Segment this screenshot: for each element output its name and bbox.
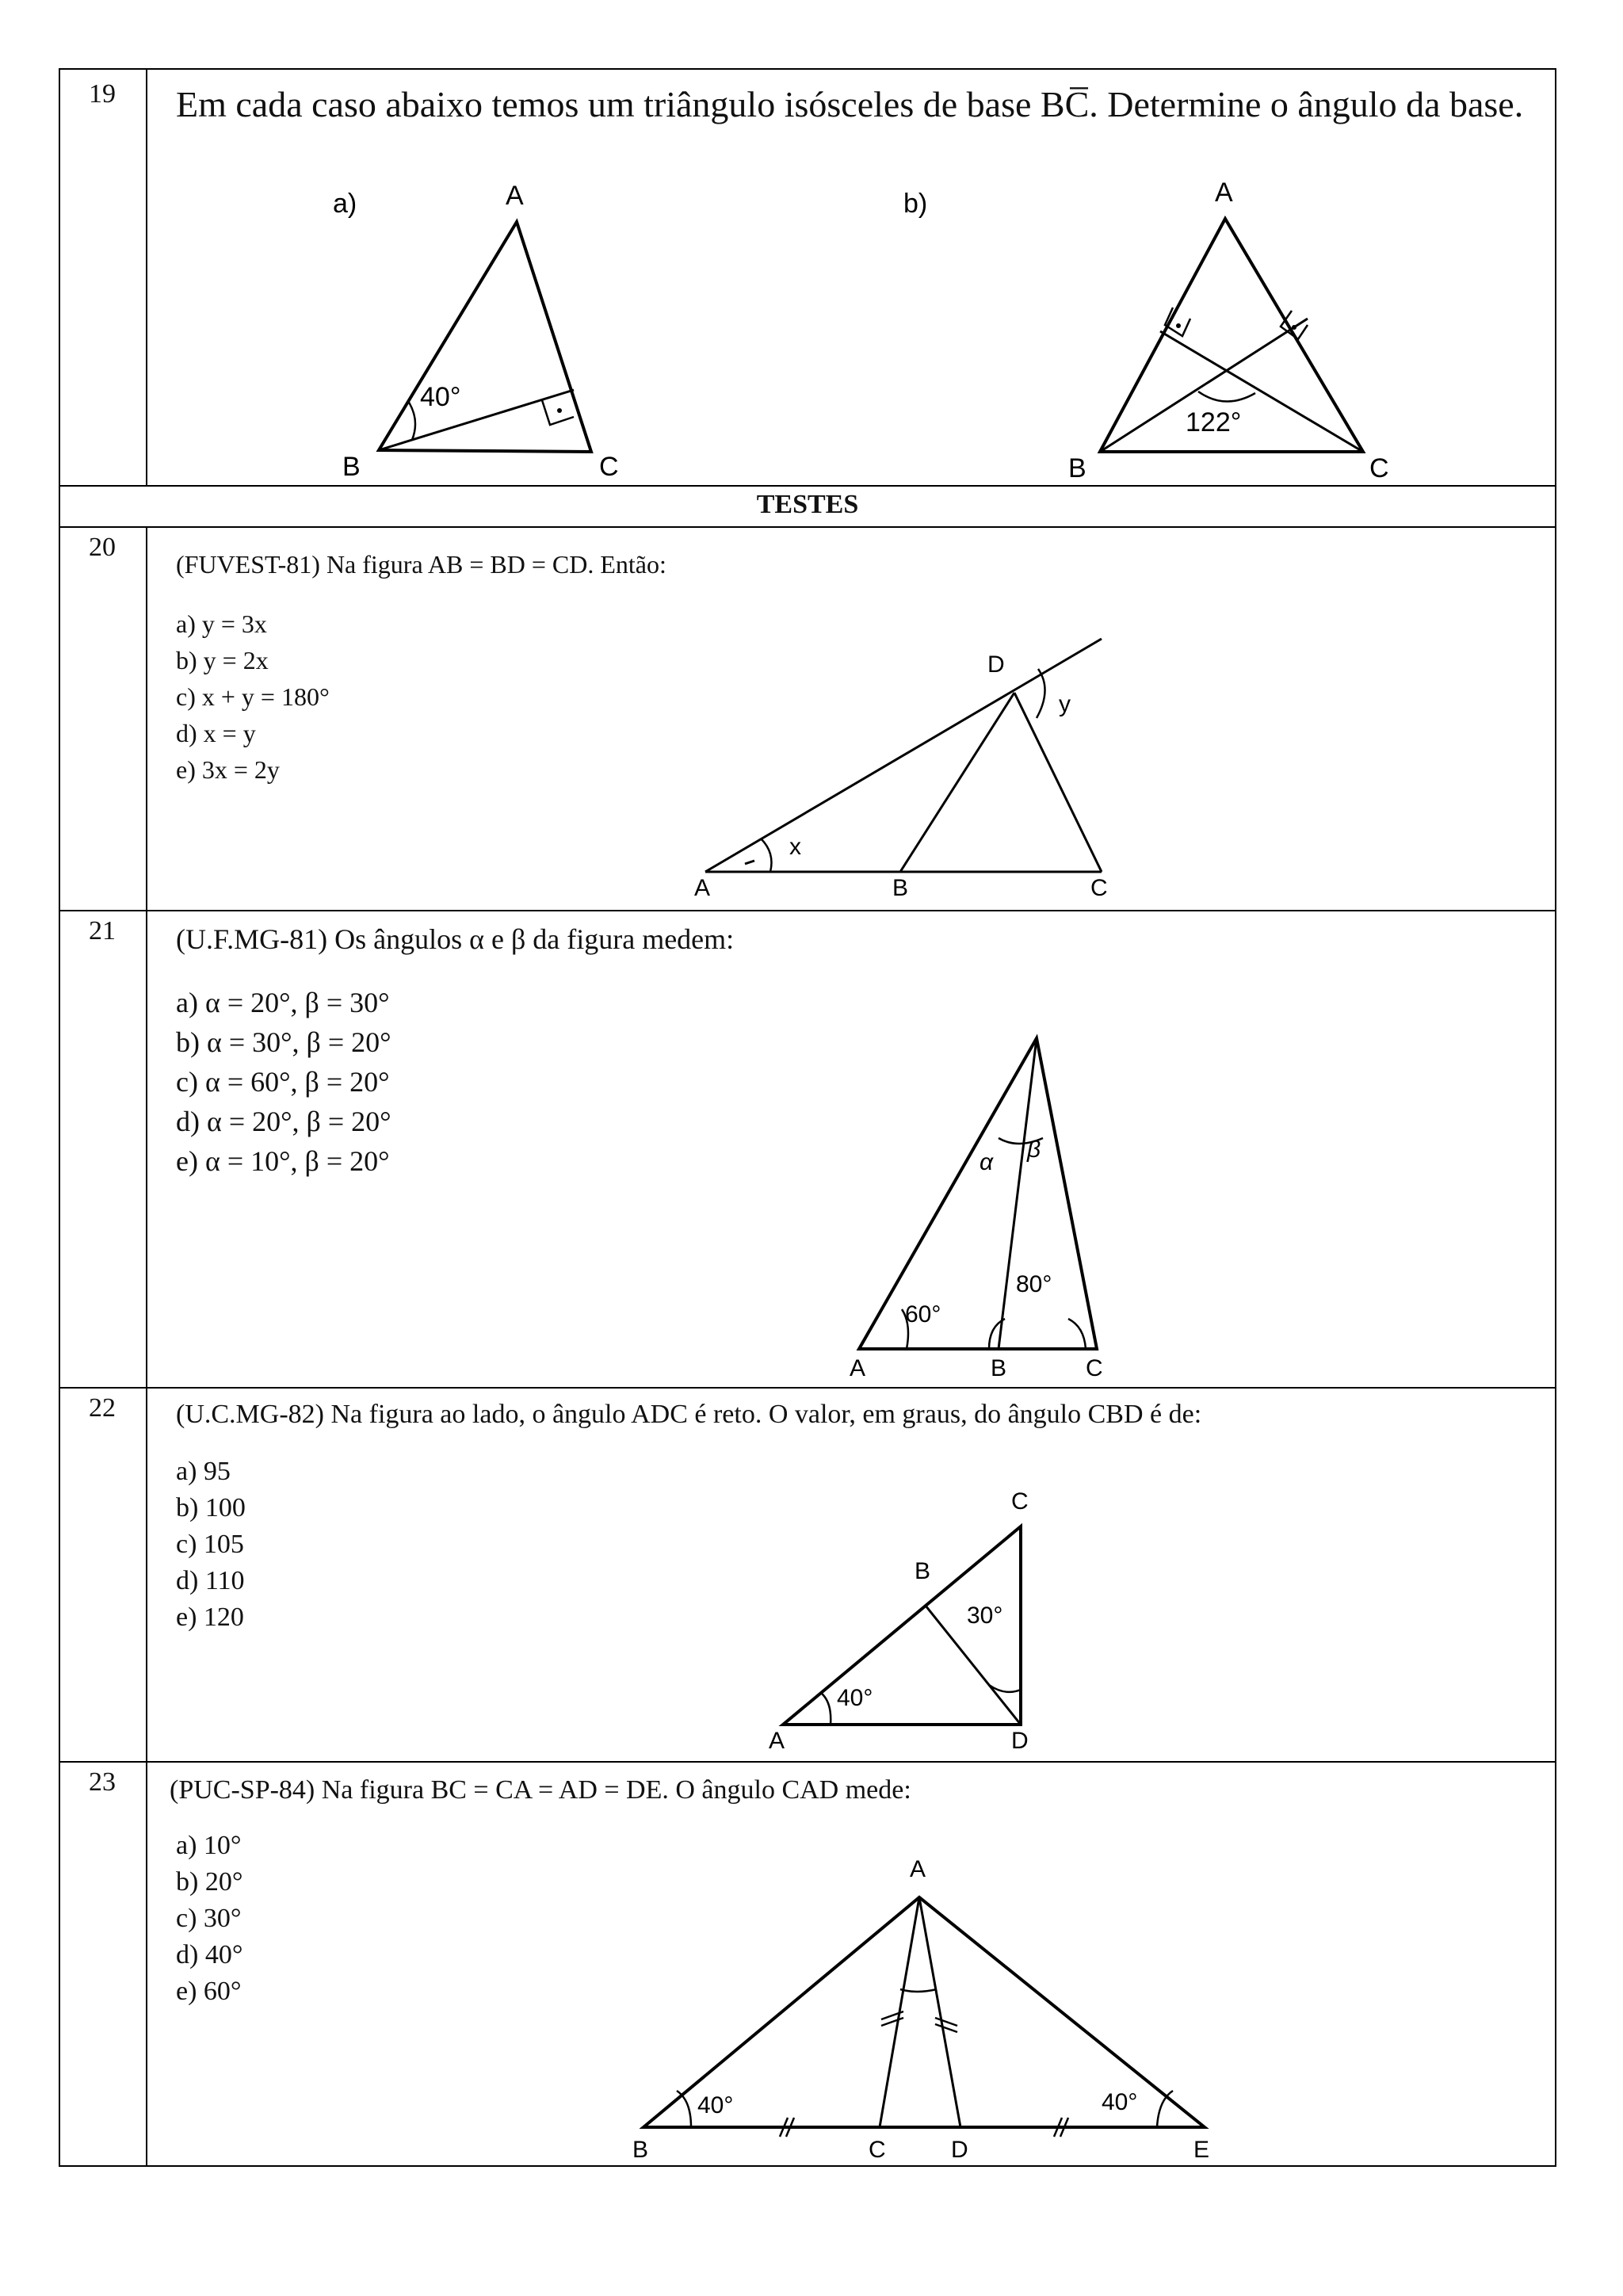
option: e) 120 xyxy=(176,1603,244,1632)
tick-mark xyxy=(745,861,754,864)
figure-19b xyxy=(903,178,1411,483)
figure-tag: b) xyxy=(903,189,928,219)
figure-23 xyxy=(626,1855,1228,2164)
option: d) x = y xyxy=(176,719,256,747)
vertex-label-a: A xyxy=(769,1728,785,1754)
options-list xyxy=(176,1828,242,2010)
question-number: 23 xyxy=(89,1767,116,1797)
angle-label-b: 40° xyxy=(697,2092,734,2118)
question-number: 21 xyxy=(89,916,116,946)
column-divider xyxy=(146,526,147,2167)
angle-arc xyxy=(900,1989,937,1992)
vertex-label-a: A xyxy=(850,1355,866,1381)
vertex-label-d: D xyxy=(951,2137,968,2163)
option: a) y = 3x xyxy=(176,609,267,638)
vertex-label-b: B xyxy=(1068,453,1086,483)
angle-label-40: 40° xyxy=(837,1685,873,1711)
option: e) α = 10°, β = 20° xyxy=(176,1145,390,1177)
vertex-label-c: C xyxy=(1086,1355,1103,1381)
question-text: (U.F.MG-81) Os ângulos α e β da figura medem: xyxy=(176,923,735,955)
vertex-label-b: B xyxy=(632,2137,649,2163)
angle-arc xyxy=(408,401,415,440)
options-list xyxy=(176,983,391,1181)
vertex-label-b: B xyxy=(892,875,909,901)
vertex-label-c: C xyxy=(1369,453,1389,483)
right-angle-dot xyxy=(1176,323,1181,328)
angle-label-y: y xyxy=(1059,691,1071,717)
question-number: 20 xyxy=(89,533,116,562)
option: c) α = 60°, β = 20° xyxy=(176,1066,390,1098)
figure-20 xyxy=(682,626,1125,904)
vertex-label-c: C xyxy=(1011,1488,1029,1515)
option: d) 40° xyxy=(176,1940,243,1969)
vertex-label-d: D xyxy=(987,651,1005,678)
options-list xyxy=(176,606,330,788)
figure-21 xyxy=(840,1022,1125,1387)
option: e) 60° xyxy=(176,1977,242,2006)
angle-label-beta: β xyxy=(1027,1137,1041,1163)
angle-label-60: 60° xyxy=(905,1301,941,1328)
vertex-label-c: C xyxy=(1090,875,1108,901)
angle-label-e: 40° xyxy=(1102,2089,1138,2115)
row-divider xyxy=(59,910,1556,911)
figure-19a xyxy=(333,182,650,483)
angle-arc xyxy=(1068,1319,1086,1349)
question-text: (PUC-SP-84) Na figura BC = CA = AD = DE. O ângulo CAD mede: xyxy=(170,1775,911,1805)
question-number: 22 xyxy=(89,1393,116,1423)
vertex-label-b: B xyxy=(342,452,361,482)
angle-label: 122° xyxy=(1186,407,1242,437)
vertex-label-b: B xyxy=(991,1355,1007,1381)
vertex-label-e: E xyxy=(1193,2137,1210,2163)
figure-22 xyxy=(761,1482,1046,1759)
row-divider xyxy=(59,1761,1556,1763)
option: a) 95 xyxy=(176,1457,231,1486)
question-number: 19 xyxy=(89,79,116,109)
row-divider xyxy=(59,1387,1556,1389)
option: e) 3x = 2y xyxy=(176,755,280,784)
angle-label-80: 80° xyxy=(1016,1271,1052,1297)
angle-label: 40° xyxy=(420,382,461,412)
vertex-label-c: C xyxy=(869,2137,886,2163)
right-angle-mark xyxy=(542,400,574,425)
figure-tag: a) xyxy=(333,189,357,219)
option: a) 10° xyxy=(176,1831,242,1860)
angle-label-30: 30° xyxy=(967,1603,1003,1629)
vertex-label-a: A xyxy=(910,1856,926,1882)
option: b) 100 xyxy=(176,1493,246,1522)
row-divider xyxy=(59,526,1556,528)
angle-arc-x xyxy=(761,839,772,872)
angle-label-alpha: α xyxy=(980,1149,994,1175)
column-divider xyxy=(146,68,147,485)
options-list xyxy=(176,1454,246,1636)
vertex-label-a: A xyxy=(1215,178,1233,208)
option: c) 30° xyxy=(176,1904,242,1933)
vertex-label-a: A xyxy=(506,181,524,211)
angle-arc xyxy=(1198,392,1255,402)
option: d) 110 xyxy=(176,1566,245,1595)
option: d) α = 20°, β = 20° xyxy=(176,1106,391,1137)
option: c) 105 xyxy=(176,1530,244,1559)
angle-label-x: x xyxy=(789,834,801,860)
tick-marks xyxy=(780,2011,1068,2137)
question-text: Em cada caso abaixo temos um triângulo isósceles de base BC̅. Determine o ângulo da base. xyxy=(176,84,1524,124)
right-angle-dot xyxy=(1292,325,1296,330)
vertex-label-d: D xyxy=(1011,1728,1029,1754)
option: b) y = 2x xyxy=(176,646,269,674)
option: b) 20° xyxy=(176,1867,243,1897)
option: c) x + y = 180° xyxy=(176,682,330,711)
section-header: TESTES xyxy=(756,490,859,519)
right-angle-dot xyxy=(557,408,562,413)
segment-bd xyxy=(900,693,1014,872)
segment-dc xyxy=(1014,693,1102,872)
angle-arc xyxy=(821,1693,831,1725)
segment-ad xyxy=(919,1897,960,2127)
option: b) α = 30°, β = 20° xyxy=(176,1026,391,1058)
segment-to-b xyxy=(999,1038,1037,1349)
triangle xyxy=(859,1038,1097,1349)
vertex-label-b: B xyxy=(915,1558,931,1584)
vertex-label-a: A xyxy=(694,875,711,901)
vertex-label-c: C xyxy=(599,452,619,482)
question-text: (FUVEST-81) Na figura AB = BD = CD. Então: xyxy=(176,550,666,579)
option: a) α = 20°, β = 30° xyxy=(176,987,390,1018)
question-text: (U.C.MG-82) Na figura ao lado, o ângulo ADC é reto. O valor, em graus, do ângulo CBD é de: xyxy=(176,1400,1202,1429)
